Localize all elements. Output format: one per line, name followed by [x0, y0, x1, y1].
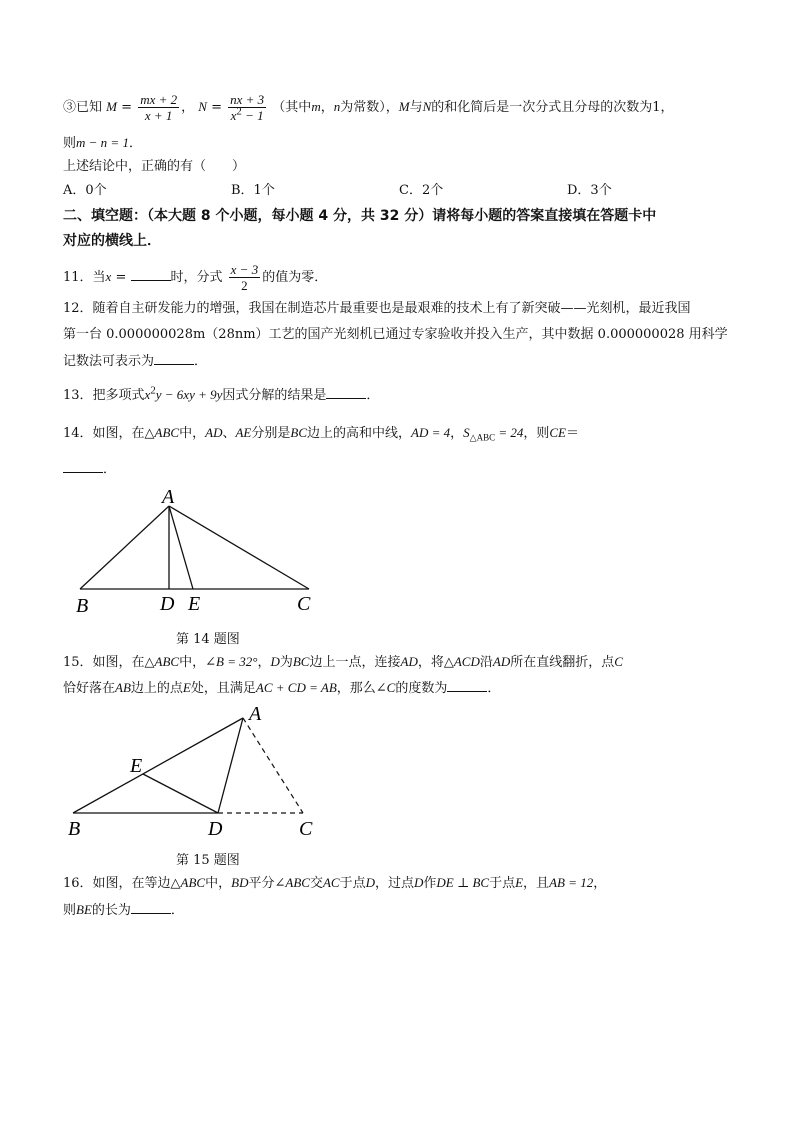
option-b: B．1个: [231, 183, 275, 198]
item3-line1: ③已知 M = $\frac{mx + 2}{x + 1}$ ， N = $\frac{nx + 3}{x^2 - 1}$ （其中m，n为常数），M与N的和化简后是一次分式且分母的次数为1，: [63, 92, 674, 123]
question-16-line2: 则BE的长为 ．: [63, 902, 184, 918]
fig14-side-ab: [80, 506, 169, 589]
n-fraction: $\frac{nx + 3}{x^2 - 1}$: [230, 92, 265, 123]
question-12-line1: 12．随着自主研发能力的增强，我国在制造芯片最重要也是最艰难的技术上有了新突破——光刻机，最近我国: [63, 301, 691, 316]
fig15-label-c: C: [299, 818, 313, 840]
fig15-label-e: E: [130, 755, 143, 777]
answer-blank-16[interactable]: [131, 900, 171, 914]
item3-line2: 则m − n = 1．: [63, 135, 142, 151]
question-15-line1: 15．如图，在△ABC中，∠B = 32°，D为BC边上一点，连接AD，将△ACD沿AD所在直线翻折，点C: [63, 654, 623, 670]
question-14-line1: 14．如图，在△ABC中，AD、AE分别是BC边上的高和中线，AD = 4，$S_{\triangle ABC} = 24$，则CE＝: [63, 425, 580, 443]
conclusion-question: 上述结论中，正确的有（ ）: [63, 159, 246, 174]
option-c: C．2个: [399, 183, 444, 198]
figure-14-caption: 第 14 题图: [176, 632, 240, 647]
fig15-label-a: A: [249, 703, 262, 725]
question-11: 11．当x = 时，分式 $\frac{x - 3}{2}$ 的值为零．: [63, 262, 328, 293]
section2-heading-line2: 对应的横线上．: [63, 233, 161, 249]
fig15-dashed-ac: [243, 718, 303, 813]
answer-blank-15[interactable]: [447, 678, 487, 692]
question-15-line2: 恰好落在AB边上的点E处，且满足AC + CD = AB，那么∠C的度数为 ．: [63, 680, 501, 696]
fig15-label-d: D: [208, 818, 223, 840]
question-14-line2: ．: [63, 459, 116, 479]
fig15-side-ba: [73, 718, 243, 813]
option-a: A．0个: [63, 183, 107, 198]
fig15-segment-ad: [218, 718, 243, 813]
fig15-segment-ed: [143, 774, 218, 813]
section2-heading: 二、填空题：（本大题 8 个小题，每小题 4 分，共 32 分）请将每小题的答案直接填在答题卡中: [63, 208, 657, 224]
fig14-label-e: E: [188, 593, 201, 615]
m-fraction: $\frac{mx + 2}{x + 1}$: [140, 92, 178, 123]
question-12-line3: 记数法可表示为 ．: [63, 351, 207, 371]
option-d: D．3个: [567, 183, 612, 198]
question-13: 13．把多项式$x^2y - 6xy + 9y$因式分解的结果是 ．: [63, 384, 380, 403]
figure-15-caption: 第 15 题图: [176, 853, 240, 868]
fig14-label-a: A: [162, 486, 175, 508]
fig15-label-b: B: [68, 818, 81, 840]
question-12-line2: 第一台 0.000000028m（28nm）工艺的国产光刻机已通过专家验收并投入生产，其中数据 0.000000028 用科学: [63, 327, 728, 342]
q11-fraction: $\frac{x - 3}{2}$: [230, 262, 259, 293]
fig14-label-d: D: [160, 593, 175, 615]
fig14-label-b: B: [76, 595, 89, 617]
fig14-label-c: C: [297, 593, 311, 615]
question-16-line1: 16．如图，在等边△ABC中，BD平分∠ABC交AC于点D，过点D作DE ⊥ BC于点E，且AB = 12，: [63, 875, 607, 891]
